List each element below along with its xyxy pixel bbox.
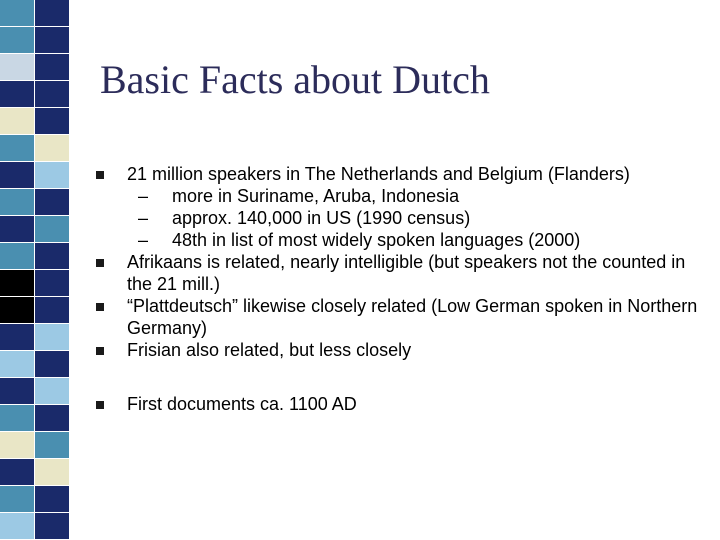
sidebar-tile [0,324,35,351]
sidebar-tile [35,513,70,540]
sidebar-tile [0,243,35,270]
sidebar-tile [35,405,70,432]
sidebar-tile [35,0,70,27]
sidebar-tile [35,243,70,270]
sidebar-tile [35,486,70,513]
dash-icon: – [138,186,149,206]
sidebar-tile [35,54,70,81]
sub-bullet-list [127,185,706,251]
sidebar-tile [0,270,35,297]
sidebar-tile [0,81,35,108]
sidebar-tile [35,81,70,108]
bullet-text: 21 million speakers in The Netherlands and Belgium (Flanders) [127,164,630,184]
sidebar-tile [35,27,70,54]
square-bullet-icon [96,303,104,311]
bullet-text: First documents ca. 1100 AD [127,394,357,414]
sidebar-tile [0,378,35,405]
sidebar-tile [0,459,35,486]
sidebar-tile [0,405,35,432]
sidebar-tile [35,351,70,378]
sidebar-tile [35,378,70,405]
sub-bullet-text: approx. 140,000 in US (1990 census) [172,208,471,228]
sidebar-tile [35,162,70,189]
dash-icon: – [138,208,149,228]
bullet-item [96,339,706,361]
square-bullet-icon [96,171,104,179]
sidebar-tile [0,351,35,378]
sidebar-tile [35,189,70,216]
bullet-item [96,393,706,415]
sub-bullet-item [127,229,706,251]
sidebar-tile [35,459,70,486]
bullet-list [96,163,706,415]
sub-bullet-item [127,207,706,229]
bullet-text: Frisian also related, but less closely [127,340,412,360]
sidebar-tile [0,432,35,459]
sidebar-tile [35,324,70,351]
sidebar-tile [0,162,35,189]
sidebar-tile [35,216,70,243]
decorative-sidebar [0,0,70,540]
sidebar-tile [0,189,35,216]
sidebar-tile [35,270,70,297]
sidebar-tile [0,486,35,513]
square-bullet-icon [96,259,104,267]
sidebar-tile [35,135,70,162]
sub-bullet-text: 48th in list of most widely spoken languages (2000) [172,230,581,250]
sidebar-tile [0,513,35,540]
bullet-item [96,295,706,339]
square-bullet-icon [96,347,104,355]
bullet-item [96,163,706,251]
sidebar-tile [35,297,70,324]
bullet-item [96,251,706,295]
sidebar-tile [0,108,35,135]
bullet-text: Afrikaans is related, nearly intelligible (but speakers not the counted in the 21 mill.) [127,252,686,294]
sidebar-tile [0,216,35,243]
square-bullet-icon [96,401,104,409]
sidebar-tile [35,108,70,135]
sidebar-tile [0,297,35,324]
bullet-text: “Plattdeutsch” likewise closely related (Low German spoken in Northern Germany) [127,296,698,338]
slide-title: Basic Facts about Dutch [100,57,490,102]
sidebar-tile [0,27,35,54]
sub-bullet-item [127,185,706,207]
spacer [96,361,706,393]
sidebar-tile [35,432,70,459]
dash-icon: – [138,230,149,250]
sub-bullet-text: more in Suriname, Aruba, Indonesia [172,186,460,206]
sidebar-tile [0,135,35,162]
sidebar-tile [0,0,35,27]
sidebar-tile [0,54,35,81]
